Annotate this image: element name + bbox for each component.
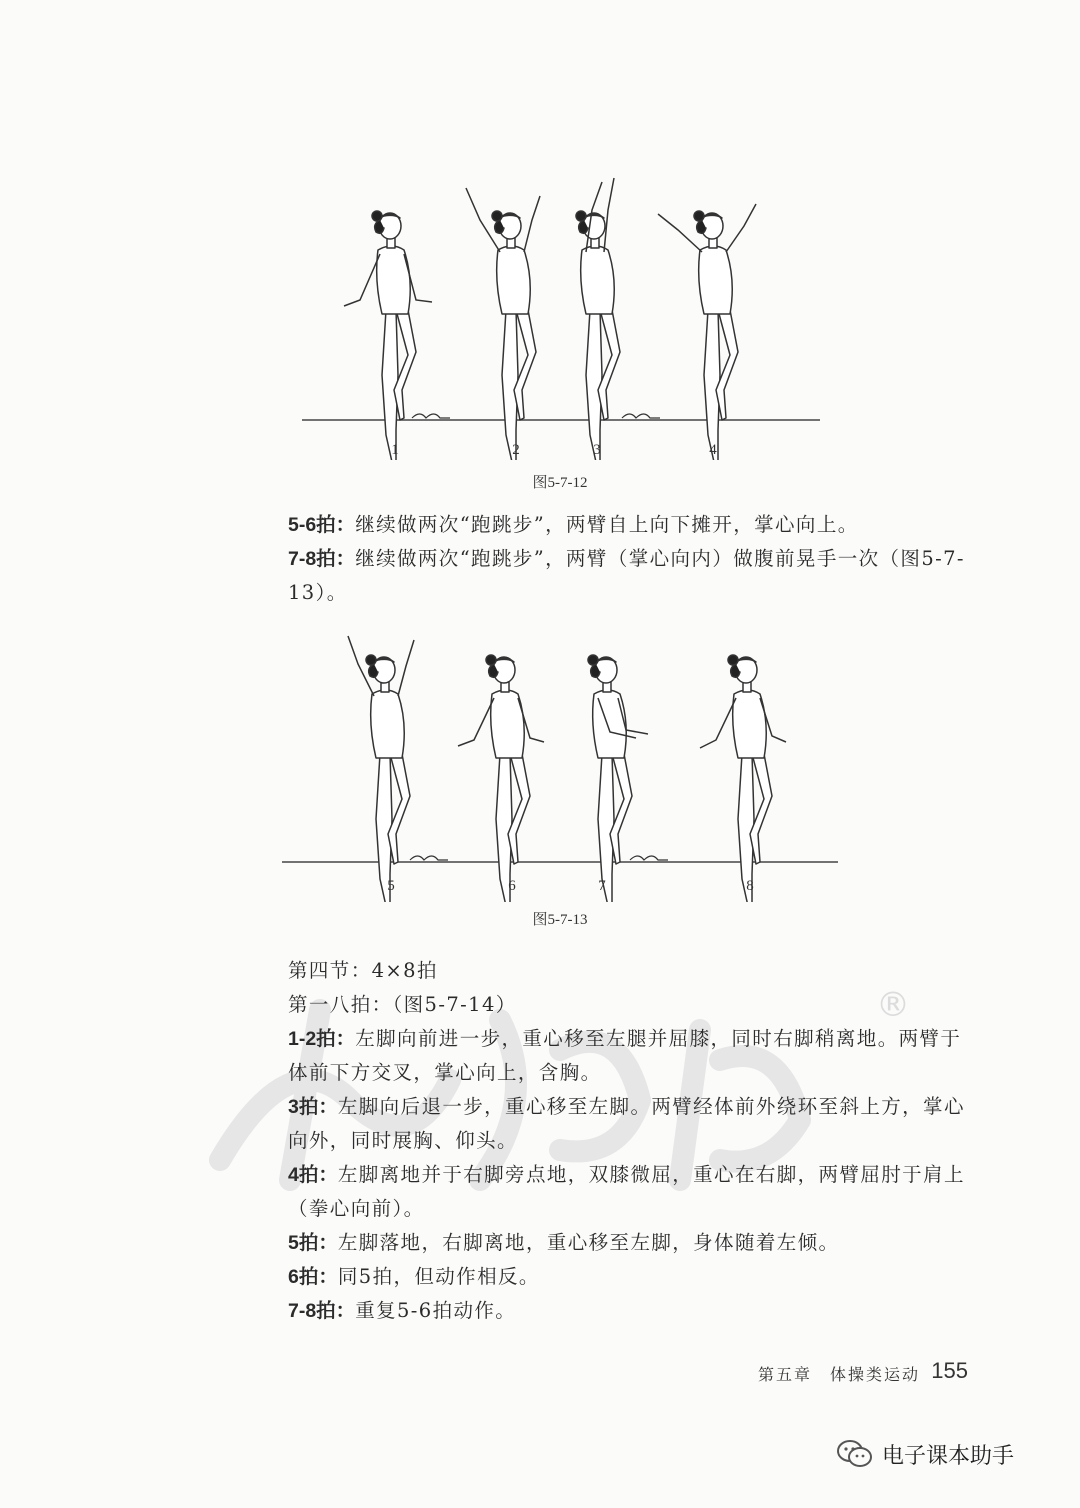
figure-label: 5 [387,878,395,894]
paragraph-text: 重复5-6拍动作。 [355,1299,517,1322]
figure-label: 3 [593,442,601,458]
beat-label: 3拍： [288,1096,338,1118]
paragraph-beat-5-6 [244,508,974,542]
brand-name: 电子课本助手 [882,1443,1015,1469]
section-heading: 第四节：4×8拍 [288,959,438,982]
beat-label: 5-6拍： [288,514,356,536]
text-block-2 [244,954,974,1328]
paragraph-beat-7-8 [244,542,974,610]
paragraph-beat-5 [244,1226,974,1260]
eight-beat-heading: 第一八拍：（图5-7-14） [288,993,517,1016]
figure-label: 7 [598,878,606,894]
paragraph-text: 继续做两次“跑跳步”，两臂（掌心向内）做腹前晃手一次（图5-7-13）。 [288,547,965,604]
paragraph-text: 左脚向后退一步，重心移至左脚。两臂经体前外绕环至斜上方，掌心向外，同时展胸、仰头。 [288,1095,965,1152]
figure-label: 1 [391,442,399,458]
paragraph-text: 继续做两次“跑跳步”，两臂自上向下摊开，掌心向上。 [355,513,859,536]
paragraph-text: 左脚向前进一步，重心移至左腿并屈膝，同时右脚稍离地。两臂于体前下方交叉，掌心向上，含胸。 [288,1027,962,1084]
figure-caption: 图5-7-13 [532,912,588,928]
paragraph-beat-3 [244,1090,974,1158]
beat-label: 7-8拍： [288,1300,356,1322]
paragraph-beat-1-2 [244,1022,974,1090]
chapter-title: 第五章 体操类运动 [757,1365,920,1384]
registered-mark: ® [876,985,910,1025]
paragraph-text: 同5拍，但动作相反。 [337,1265,540,1288]
figure-label: 8 [746,878,754,894]
figure-5-7-13 [0,612,1080,932]
paragraph-beat-7-8 [244,1294,974,1328]
figure-caption: 图5-7-12 [532,475,588,491]
paragraph-beat-4 [244,1158,974,1226]
brand-badge [836,1434,1014,1474]
wechat-icon [836,1439,874,1469]
paragraph-beat-6 [244,1260,974,1294]
figure-label: 6 [508,878,516,894]
beat-label: 4拍： [288,1164,338,1186]
page-number: 155 [931,1358,968,1383]
paragraph-text: 左脚落地，右脚离地，重心移至左脚，身体随着左倾。 [337,1231,840,1254]
beat-label: 6拍： [288,1266,338,1288]
figure-5-7-12 [0,170,1080,490]
figure-5-7-12-illustration [0,170,1080,460]
figure-label: 2 [512,442,520,458]
paragraph-text: 左脚离地并于右脚旁点地，双膝微屈，重心在右脚，两臂屈肘于肩上（拳心向前）。 [288,1163,965,1220]
beat-label: 5拍： [288,1232,338,1254]
beat-label: 1-2拍： [288,1028,356,1050]
figure-5-7-13-illustration [0,612,1080,902]
text-block-1 [244,508,974,610]
figure-label: 4 [709,442,717,458]
beat-label: 7-8拍： [288,548,356,570]
